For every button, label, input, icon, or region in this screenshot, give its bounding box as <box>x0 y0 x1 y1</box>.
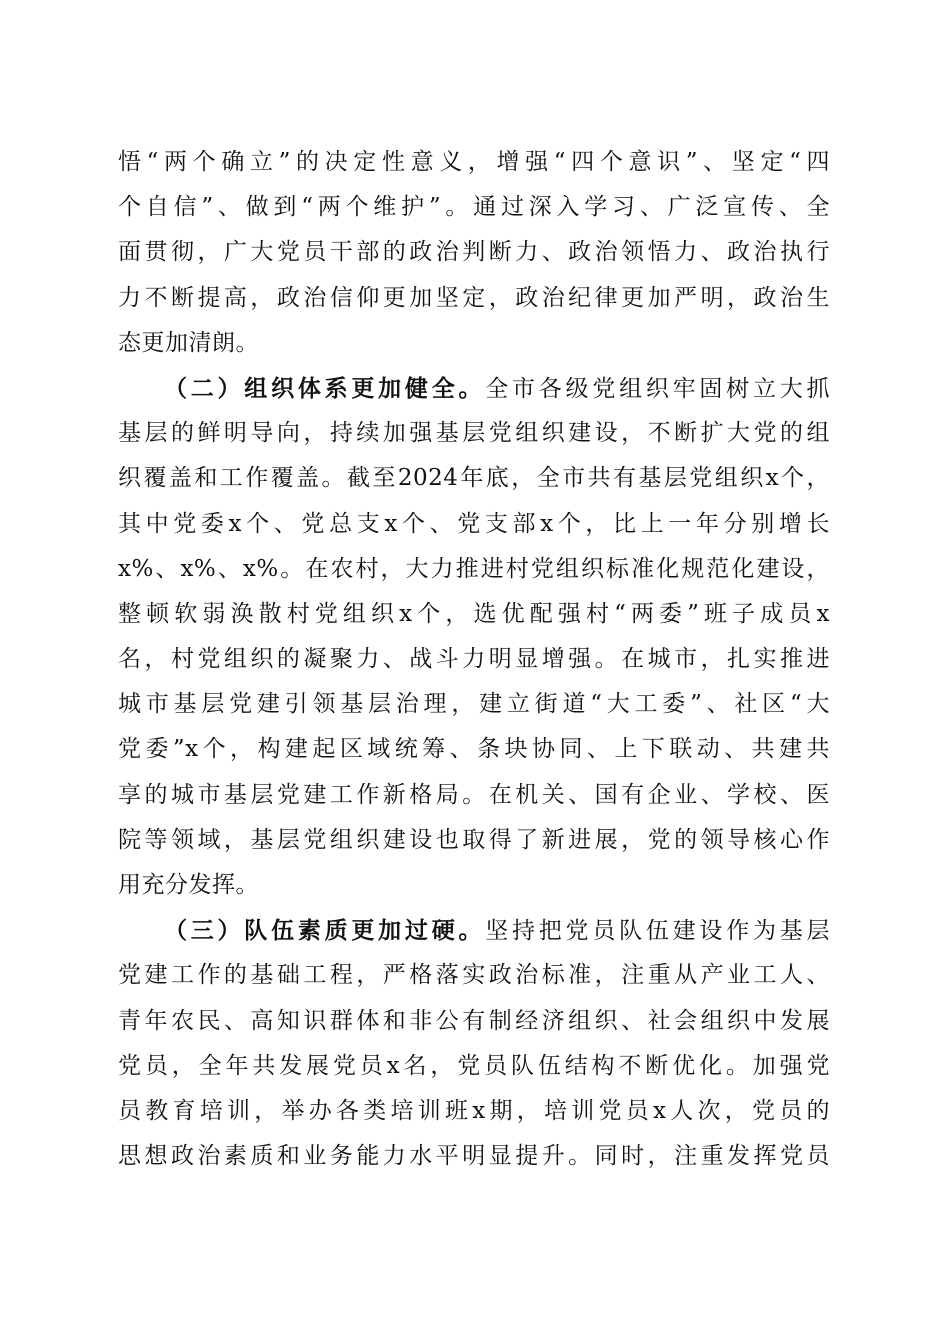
text-line: 名，村党组织的凝聚力、战斗力明显增强。在城市，扎实推进 <box>118 646 830 673</box>
text-line: 面贯彻，广大党员干部的政治判断力、政治领悟力、政治执行 <box>118 239 830 266</box>
text-line: 个自信”、做到“两个维护”。通过深入学习、广泛宣传、全 <box>118 194 830 221</box>
paragraph-first-line <box>118 908 830 953</box>
text-line: 城市基层党建引领基层治理，建立街道“大工委”、社区“大 <box>118 691 830 718</box>
text-line: 用充分发挥。 <box>118 872 259 898</box>
text-run: 全市各级党组织牢固树立大抓 <box>485 375 831 402</box>
text-line: 其中党委x个、党总支x个、党支部x个，比上一年分别增长 <box>118 510 830 537</box>
paragraph-3 <box>118 908 830 1179</box>
text-line: 党员，全年共发展党员x名，党员队伍结构不断优化。加强党 <box>118 1052 830 1079</box>
text-line: 院等领域，基层党组织建设也取得了新进展，党的领导核心作 <box>118 826 830 853</box>
section-heading: （二）组织体系更加健全。 <box>164 374 486 402</box>
paragraph-1 <box>118 140 830 366</box>
text-line: 党建工作的基础工程，严格落实政治标准，注重从产业工人、 <box>118 962 830 989</box>
text-line: x%、x%、x%。在农村，大力推进村党组织标准化规范化建设， <box>118 555 830 582</box>
text-line: 享的城市基层党建工作新格局。在机关、国有企业、学校、医 <box>118 781 830 808</box>
text-run: 坚持把党员队伍建设作为基层 <box>485 918 831 945</box>
text-line: 员教育培训，举办各类培训班x期，培训党员x人次，党员的 <box>118 1097 830 1124</box>
text-line: 整顿软弱涣散村党组织x个，选优配强村“两委”班子成员x <box>118 600 830 627</box>
text-line: 青年农民、高知识群体和非公有制经济组织、社会组织中发展 <box>118 1007 830 1034</box>
text-line: 态更加清朗。 <box>118 329 259 356</box>
section-heading: （三）队伍素质更加过硬。 <box>164 917 486 945</box>
paragraph-2 <box>118 366 830 908</box>
text-line: 织覆盖和工作覆盖。截至2024年底，全市共有基层党组织x个， <box>118 465 830 492</box>
document-page <box>118 140 830 1179</box>
text-line: 党委”x个，构建起区域统筹、条块协同、上下联动、共建共 <box>118 736 830 763</box>
text-line: 悟“两个确立”的决定性意义，增强“四个意识”、坚定“四 <box>118 149 830 175</box>
text-line: 基层的鲜明导向，持续加强基层党组织建设，不断扩大党的组 <box>118 420 830 447</box>
paragraph-first-line <box>118 366 830 411</box>
text-line: 力不断提高，政治信仰更加坚定，政治纪律更加严明，政治生 <box>118 284 830 311</box>
text-line: 思想政治素质和业务能力水平明显提升。同时，注重发挥党员 <box>118 1143 830 1170</box>
